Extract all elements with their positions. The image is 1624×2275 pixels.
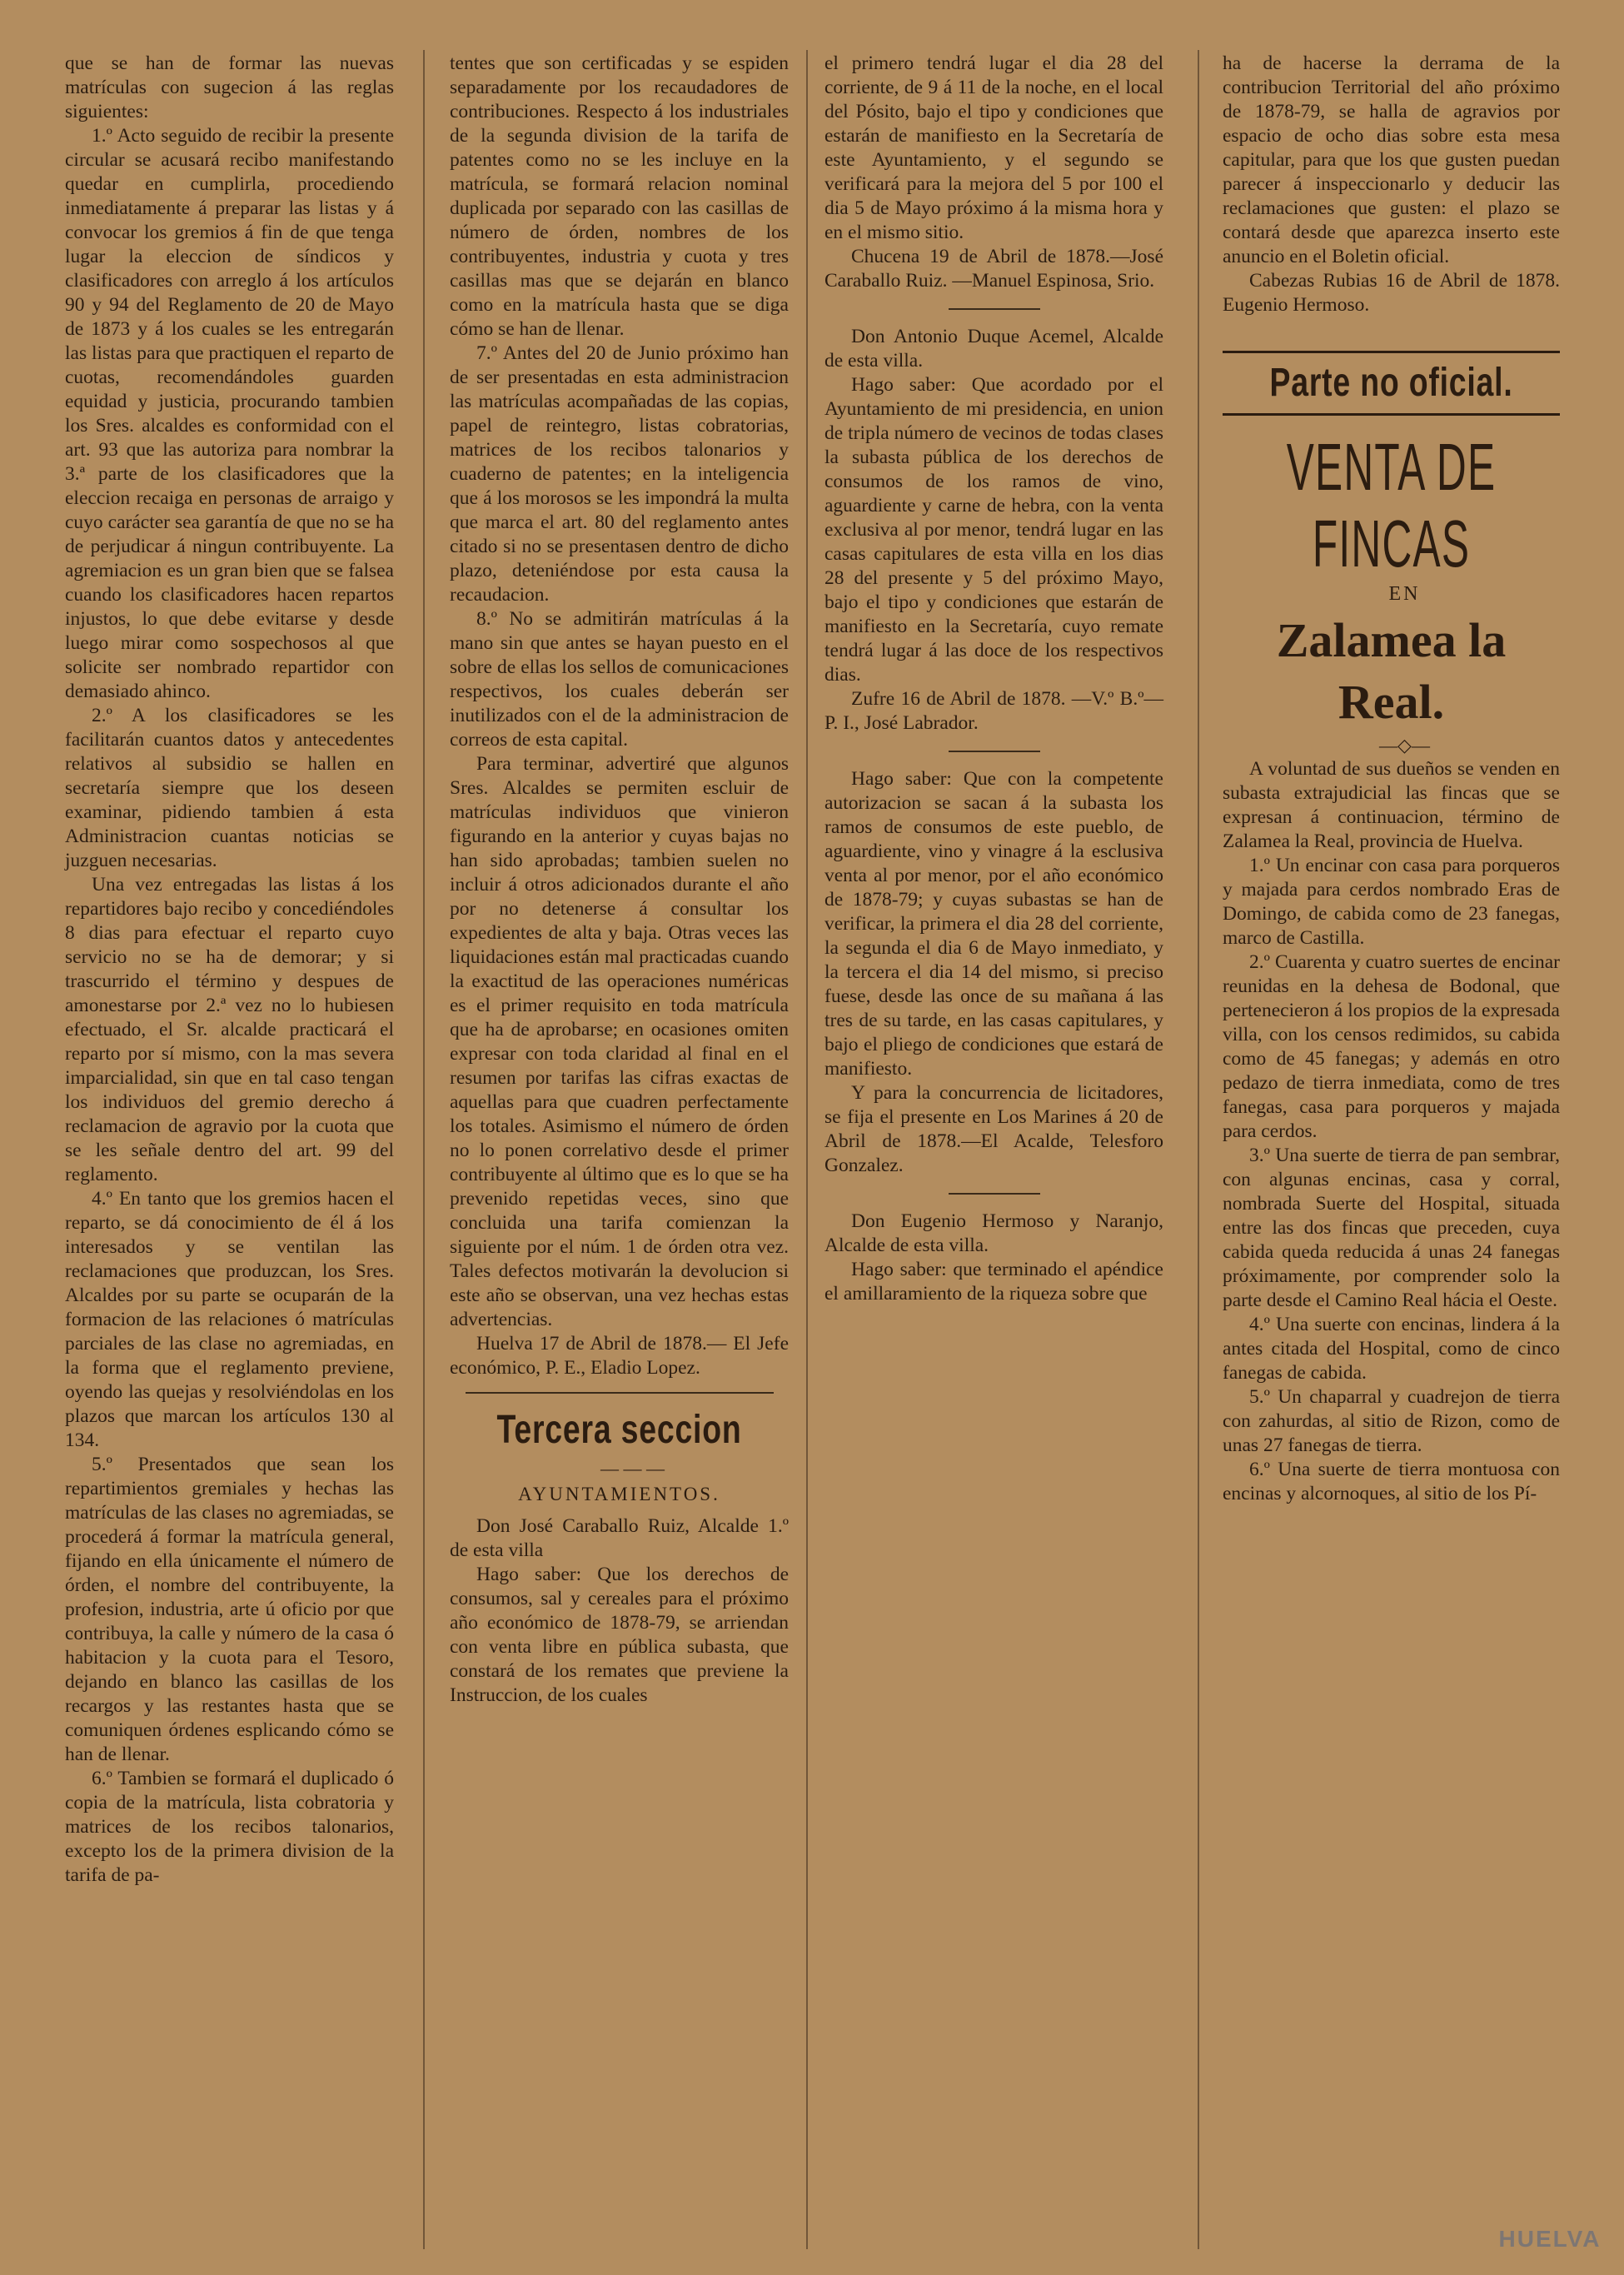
paragraph: Hago saber: Que los derechos de consumos, sal y cereales para el próximo año económico de 1878-79, se arriendan con venta libre en pública subasta, que constará de los remates que previene la Instruccion, de los cuales: [450, 1564, 789, 1706]
headline: VENTA DE FINCAS: [1286, 430, 1497, 581]
paragraph: Hago saber: Que con la competente autorizacion se sacan á la subasta los ramos de consumos de este pueblo, de aguardiente, vino y vinagre á la esclusiva venta al por menor, por el año económico de 1878-79; y cuyas subastas se han de verificar, la primera el dia 28 del corriente, la segunda el dia 6 de Mayo inmediato, y la tercera el dia 14 del mismo, si preciso fuese, desde las once de su mañana á las tres de su tarde, en las casas capitulares, y bajo el pliego de condiciones que estará de manifiesto.: [824, 768, 1163, 1080]
paragraph: 1.º Un encinar con casa para porqueros y majada para cerdos nombrado Eras de Domingo, de cabida como de 23 fanegas, marco de Castilla.: [1223, 855, 1560, 949]
column-4: [1223, 52, 1560, 1506]
paragraph: 4.º En tanto que los gremios hacen el reparto, se dá conocimiento de él á los interesados y se ventilan las reclamaciones que produzcan, los Sres. Alcaldes por su parte se ocuparán de la formacion de las relaciones ó matrículas parciales de las clase no agremiadas, en la forma que el reglamento previene, oyendo las quejas y resolviéndolas en los plazos que marcan los artículos 130 al 134.: [65, 1188, 394, 1451]
subsection-title: AYUNTAMIENTOS.: [518, 1484, 720, 1504]
notice-heading: Don José Caraballo Ruiz, Alcalde 1.º de esta villa: [450, 1515, 789, 1561]
paragraph: 5.º Presentados que sean los repartimientos gremiales y hechas las matrículas de las clases no agremiadas, se procederá á formar la matrícula general, fijando en ella únicamente el número de órden, el nombre del contribuyente, la profesion, industria, arte ú oficio por que contribuya, la calle y número de la casa ó habitacion y la cuota para el Tesoro, dejando en blanco las casillas de los recargos y las restantes hasta que se comuniquen órdenes esplicando cómo se han de llenar.: [65, 1454, 394, 1765]
paragraph: Para terminar, advertiré que algunos Sres. Alcaldes se permiten escluir de matrículas individuos que vinieron figurando en la anterior y cuyas bajas no han sido aprobadas; tambien suelen no incluir á otros adicionados durante el año por no detenerse á consultar los expedientes de alta y baja. Otras veces las liquidaciones están mal practicadas cuando la exactitud de las operaciones numéricas es el primer requisito en toda matrícula que ha de aprobarse; en ocasiones omiten expresar con toda claridad al final en el resumen por tarifas las cifras exactas de aquellas para que cuadren perfectamente los totales. Asimismo el número de órden no lo ponen correlativo desde el primer contribuyente al último que es lo que se ha prevenido repetidas veces, sino que concluida una tarifa comienzan la siguiente por el núm. 1 de órden otra vez. Tales defectos motivarán la devolucion si este año se observan, una vez hechas estas advertencias.: [450, 753, 789, 1330]
paragraph: A voluntad de sus dueños se venden en subasta extrajudicial las fincas que se expresan á continuacion, término de Zalamea la Real, provincia de Huelva.: [1223, 758, 1560, 852]
signature: Chucena 19 de Abril de 1878.—José Caraballo Ruiz. —Manuel Espinosa, Srio.: [824, 246, 1163, 292]
column-divider: [1198, 50, 1199, 2249]
column-divider: [423, 50, 425, 2249]
section-title: Tercera seccion: [496, 1408, 742, 1452]
paragraph: el primero tendrá lugar el dia 28 del corriente, de 9 á 11 de la noche, en el local del Pósito, bajo el tipo y condiciones que estarán de manifiesto en la Secretaría de este Ayuntamiento, y el segundo se verificará para la mejora del 5 por 100 el dia 5 de Mayo próximo á la misma hora y en el mismo sitio.: [824, 52, 1163, 243]
paragraph: 6.º Tambien se formará el duplicado ó copia de la matrícula, lista cobratoria y matrices de los recibos talonarios, excepto los de la primera division de la tarifa de pa-: [65, 1768, 394, 1886]
paragraph: 5.º Un chaparral y cuadrejon de tierra con zahurdas, al sitio de Rizon, como de unas 27 fanegas de tierra.: [1223, 1386, 1560, 1456]
place-title: Zalamea la Real.: [1276, 613, 1507, 729]
section-title-box: [1223, 351, 1560, 416]
paragraph: 2.º A los clasificadores se les facilitarán cuantos datos y antecedentes relativos al subsidio se hallen en secretaría siempre que los deseen examinar, pidiendo tambien á esta Administracion cuantas noticias se juzguen necesarias.: [65, 705, 394, 871]
ornament: —◇—: [1379, 735, 1430, 756]
paragraph: Una vez entregadas las listas á los repartidores bajo recibo y concediéndoles 8 dias para efectuar el reparto cuyo servicio no se ha de demorar; y si trascurrido el término y despues de amonestarse por 2.ª vez no lo hubiesen efectuado, el Sr. alcalde practicará el reparto por sí mismo, con la mas severa imparcialidad, sin que en tal caso tengan los individuos del gremio derecho á reclamacion de agravio por la cuota que se les señale dentro del art. 99 del reglamento.: [65, 874, 394, 1185]
column-2: [450, 52, 789, 1708]
column-1: [65, 52, 394, 1888]
paragraph: Hago saber: que terminado el apéndice el amillaramiento de la riqueza sobre que: [824, 1259, 1163, 1305]
column-divider: [806, 50, 808, 2249]
paragraph: 1.º Acto seguido de recibir la presente circular se acusará recibo manifestando quedar en cumplirla, procediendo inmediatamente á preparar las listas y á convocar los gremios á fin de que tenga lugar la eleccion de síndicos y clasificadores con arreglo á los artículos 90 y 94 del Reglamento de 20 de Mayo de 1873 y á los cuales se les entregarán las listas para que practiquen el reparto de cuotas, recomendándoles guarden equidad y justicia, procurando tambien los Sres. alcaldes es conformidad con el art. 93 que las autoriza para nombrar la 3.ª parte de los clasificadores que la eleccion recaiga en personas de arraigo y cuyo carácter sea garantía de que no se ha de perjudicar á ningun contribuyente. La agremiacion es un gran bien que se falsea cuando los clasificadores hacen repartos injustos, lo que debe evitarse y desde luego mirar como sospechosos al que solicite ser nombrado repartidor con demasiado ahinco.: [65, 125, 394, 702]
notice-heading: Don Antonio Duque Acemel, Alcalde de esta villa.: [824, 326, 1163, 372]
column-3: [824, 52, 1163, 1306]
divider: [949, 751, 1040, 752]
paragraph: 6.º Una suerte de tierra montuosa con encinas y alcornoques, al sitio de los Pí-: [1223, 1459, 1560, 1504]
signature: Cabezas Rubias 16 de Abril de 1878. Eugenio Hermoso.: [1223, 270, 1560, 316]
paragraph: ha de hacerse la derrama de la contribucion Territorial del año próximo de 1878-79, se halla de agravios por espacio de ocho dias sobre esta mesa capitular, para que los que gusten puedan parecer á inspeccionarlo y deducir las reclamaciones que gusten: el plazo se contará desde que aparezca inserto este anuncio en el Boletin oficial.: [1223, 52, 1560, 267]
paragraph: 7.º Antes del 20 de Junio próximo han de ser presentadas en esta administracion las matrículas acompañadas de las copias, papel de reintegro, listas cobratorias, matrices de los recibos talonarios y cuaderno de patentes; en la inteligencia que á los morosos se les impondrá la multa que marca el art. 80 del reglamento antes citado si no se presentasen dentro de dicho plazo, deteniéndose por esta causa la recaudacion.: [450, 342, 789, 606]
paragraph: Y para la concurrencia de licitadores, se fija el presente en Los Marines á 20 de Abril de 1878.—El Acalde, Telesforo Gonzalez.: [824, 1082, 1163, 1176]
signature: Zufre 16 de Abril de 1878. —V.º B.º—P. I., José Labrador.: [824, 688, 1163, 734]
paragraph: 4.º Una suerte con encinas, lindera á la antes citada del Hospital, como de cinco fanegas de cabida.: [1223, 1314, 1560, 1384]
paragraph: tentes que son certificadas y se espiden separadamente por los recaudadores de contribuciones. Respecto á los industriales de la segunda division de la tarifa de patentes como no se les incluye en la matrícula, se formará relacion nominal duplicada por separado con las casillas de número de órden, nombres de los contribuyentes, industria y cuota y tres casillas mas que se dejarán en blanco como en la matrícula hasta que se diga cómo se han de llenar.: [450, 52, 789, 340]
notice-heading: Don Eugenio Hermoso y Naranjo, Alcalde de esta villa.: [824, 1210, 1163, 1256]
ornament: — — —: [600, 1458, 665, 1479]
section-title: Parte no oficial.: [1269, 361, 1513, 405]
headline-connector: EN: [1388, 583, 1421, 605]
divider: [949, 308, 1040, 310]
signature: Huelva 17 de Abril de 1878.— El Jefe económico, P. E., Eladio Lopez.: [450, 1333, 789, 1379]
divider: [466, 1392, 774, 1394]
paragraph: Hago saber: Que acordado por el Ayuntamiento de mi presidencia, en union de tripla número de vecinos de todas clases la subasta pública de los derechos de consumos de los ramos de vino, aguardiente y carne de hebra, con la venta exclusiva al por menor, tendrá lugar en las casas capitulares de esta villa en los dias 28 del presente y 5 del próximo Mayo, bajo el tipo y condiciones que estarán de manifiesto en la Secretaría, cuyo remate tendrá lugar á las doce de los respectivos dias.: [824, 374, 1163, 686]
archive-watermark: HUELVA: [1498, 2226, 1602, 2252]
paragraph: 8.º No se admitirán matrículas á la mano sin que antes se hayan puesto en el sobre de ellas los sellos de comunicaciones respectivos, los cuales deberán ser inutilizados con el de la administracion de correos de esta capital.: [450, 608, 789, 751]
divider: [949, 1193, 1040, 1195]
paragraph: que se han de formar las nuevas matrículas con sugecion á las reglas siguientes:: [65, 52, 394, 122]
paragraph: 2.º Cuarenta y cuatro suertes de encinar reunidas en la dehesa de Bodonal, que pertenecieron á los propios de la expresada villa, con los censos redimidos, su cabida como de 45 fanegas; y además en otro pedazo de tierra inmediata, como de tres fanegas, casa para porqueros y majada para cerdos.: [1223, 951, 1560, 1142]
paragraph: 3.º Una suerte de tierra de pan sembrar, con algunas encinas, casa y corral, nombrada Suerte del Hospital, situada entre las dos fincas que preceden, cuya cabida queda reducida á unas 24 fanegas próximamente, por comprender solo la parte desde el Camino Real hácia el Oeste.: [1223, 1145, 1560, 1311]
